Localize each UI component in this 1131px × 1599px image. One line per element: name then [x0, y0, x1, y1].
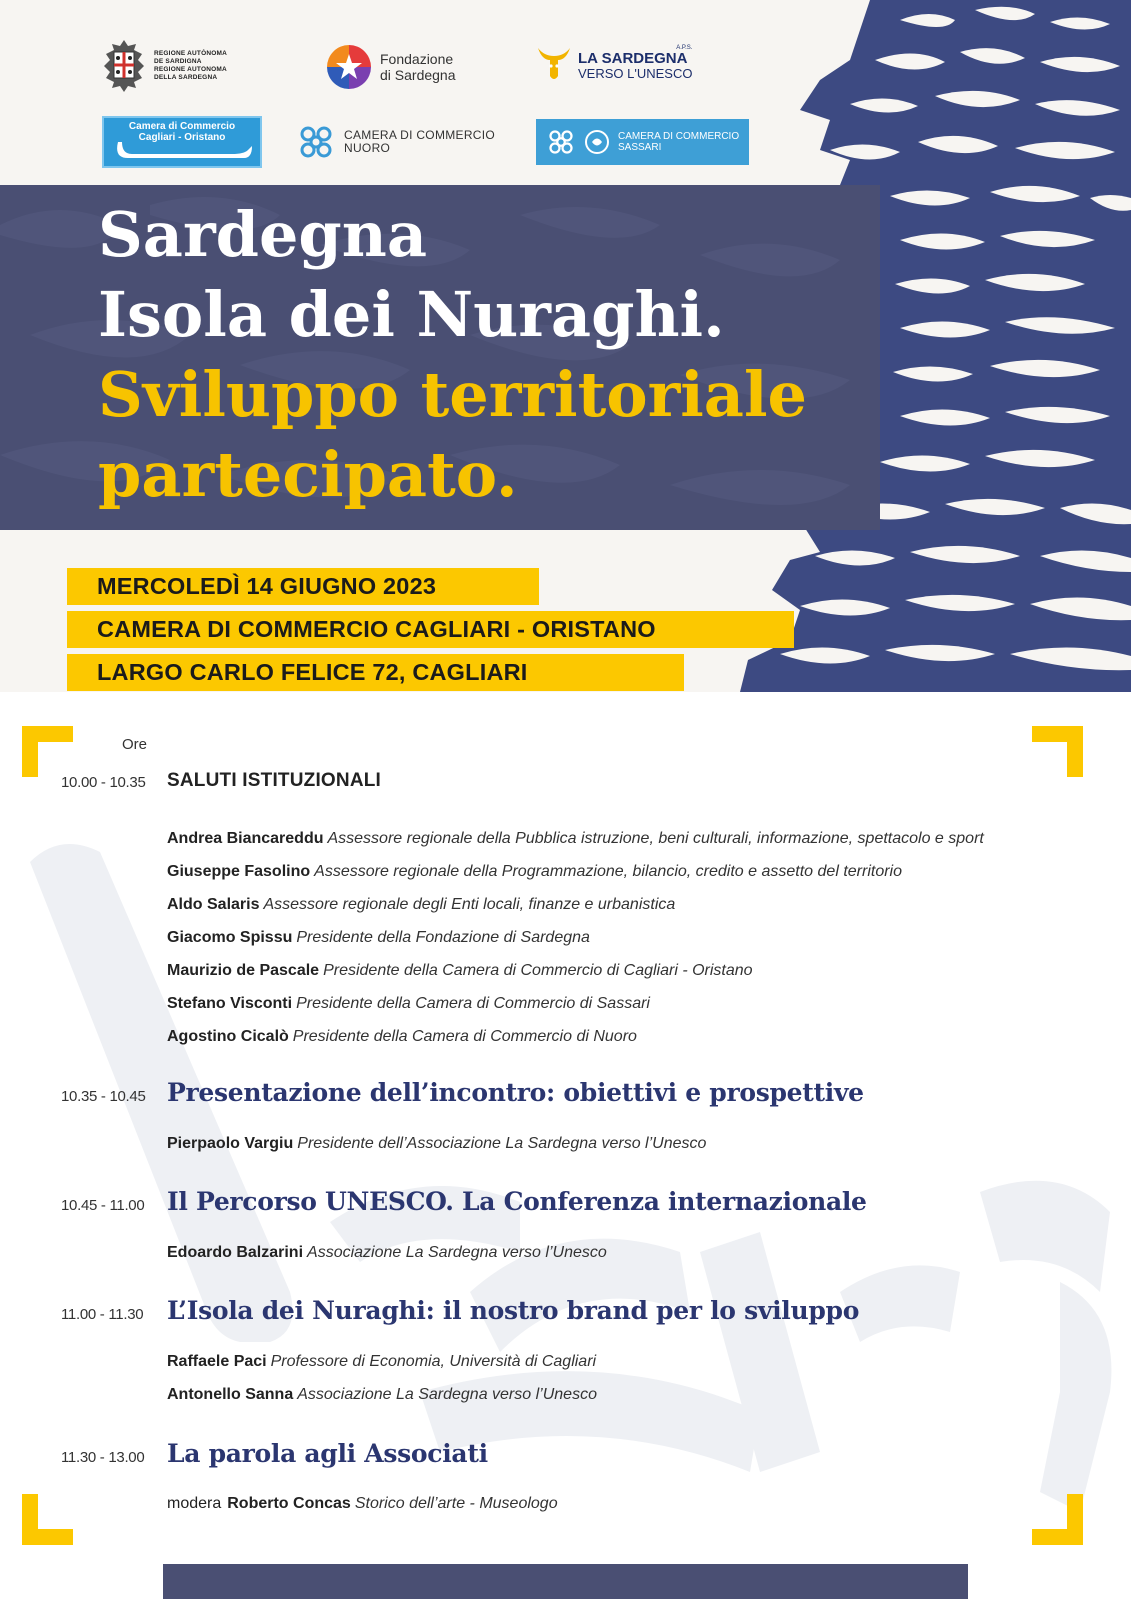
ore-label: Ore [122, 736, 148, 753]
program-section [0, 692, 1131, 1599]
session-title: L’Isola dei Nuraghi: il nostro brand per lo sviluppo [167, 1296, 860, 1325]
speaker-name: Pierpaolo Vargiu [167, 1135, 294, 1152]
session-title: La parola agli Associati [167, 1439, 488, 1468]
speaker-name: Antonello Sanna [167, 1386, 294, 1403]
speaker-role: Presidente della Camera di Commercio di Sassari [296, 995, 650, 1012]
sassari-emblem-icon [584, 129, 610, 155]
corner-bracket-bottom-right [1032, 1494, 1083, 1545]
speaker-item [167, 1353, 596, 1371]
speaker-role: Assessore regionale degli Enti locali, finanze e urbanistica [263, 896, 676, 913]
title-line-3: Sviluppo territoriale [98, 358, 807, 431]
camera-commercio-sassari-logo [536, 119, 749, 165]
unesco-logo-text: A.P.S. LA SARDEGNA VERSO L'UNESCO [578, 45, 693, 81]
session-time: 10.35 - 10.45 [61, 1088, 146, 1105]
speaker-role: Storico dell’arte - Museologo [354, 1495, 558, 1512]
regione-crest-icon [100, 38, 148, 94]
speaker-item [167, 1028, 637, 1046]
speaker-item [167, 995, 650, 1013]
speaker-role: Presidente della Fondazione di Sardegna [296, 929, 590, 946]
corner-bracket-bottom-left [22, 1494, 73, 1545]
boat-shape-icon [112, 140, 254, 162]
ccia-sassari-logo-text: CAMERA DI COMMERCIO SASSARI [618, 131, 740, 153]
speaker-role: Associazione La Sardegna verso l’Unesco [307, 1244, 607, 1261]
speaker-name: Stefano Visconti [167, 995, 293, 1012]
fondazione-sardegna-logo [326, 44, 456, 90]
speaker-role: Assessore regionale della Pubblica istruzione, beni culturali, informazione, spettacolo e sport [327, 830, 984, 847]
speaker-name: Giuseppe Fasolino [167, 863, 311, 880]
corner-bracket-top-right [1032, 726, 1083, 777]
fondazione-logo-text: Fondazione di Sardegna [380, 51, 456, 83]
title-line-2: Isola dei Nuraghi. [98, 278, 725, 351]
ccia-nuoro-logo-text: CAMERA DI COMMERCIO NUORO [344, 128, 496, 155]
ccia-cagliari-logo-text: Camera di Commercio Cagliari - Oristano [128, 121, 236, 143]
speaker-role: Presidente della Camera di Commercio di Nuoro [292, 1028, 637, 1045]
event-title [98, 195, 807, 515]
speaker-item [167, 830, 984, 848]
speaker-name: Roberto Concas [227, 1495, 351, 1512]
speaker-item [167, 1495, 558, 1513]
bull-horns-icon [536, 44, 572, 82]
speaker-item [167, 1135, 706, 1153]
speaker-name: Andrea Biancareddu [167, 830, 324, 847]
session-time: 10.00 - 10.35 [61, 774, 146, 791]
event-venue: CAMERA DI COMMERCIO CAGLIARI - ORISTANO [67, 611, 794, 648]
title-banner [0, 185, 880, 530]
speaker-name: Edoardo Balzarini [167, 1244, 304, 1261]
speaker-item [167, 1244, 607, 1262]
speaker-item [167, 962, 753, 980]
sardegna-unesco-logo [536, 44, 692, 82]
fondazione-star-icon [326, 44, 372, 90]
speaker-role: Presidente della Camera di Commercio di Cagliari - Oristano [323, 962, 753, 979]
session-title: Il Percorso UNESCO. La Conferenza internazionale [167, 1187, 867, 1216]
camera-commercio-nuoro-logo [296, 122, 495, 162]
session-time: 11.00 - 11.30 [61, 1306, 144, 1323]
moderator-prefix: modera [167, 1495, 222, 1512]
speaker-role: Professore di Economia, Università di Cagliari [270, 1353, 597, 1370]
speaker-item [167, 896, 675, 914]
speaker-name: Giacomo Spissu [167, 929, 293, 946]
event-address: LARGO CARLO FELICE 72, CAGLIARI [67, 654, 684, 691]
footer-bar [163, 1564, 968, 1599]
speaker-name: Aldo Salaris [167, 896, 260, 913]
speaker-name: Agostino Cicalò [167, 1028, 289, 1045]
regione-logo-text: REGIONE AUTÒNOMA DE SARDIGNA REGIONE AUTONOMA DELLA SARDEGNA [154, 50, 228, 81]
speaker-role: Assessore regionale della Programmazione, bilancio, credito e assetto del territorio [314, 863, 902, 880]
corner-bracket-top-left [22, 726, 73, 777]
camera-commercio-cagliari-logo [102, 116, 262, 168]
session-time: 11.30 - 13.00 [61, 1449, 145, 1466]
chamber-knot-icon [296, 122, 336, 162]
speaker-item [167, 863, 902, 881]
regione-sardegna-logo [100, 38, 227, 94]
speaker-item [167, 929, 590, 947]
title-line-4: partecipato. [98, 438, 518, 511]
session-title: SALUTI ISTITUZIONALI [167, 770, 382, 791]
speaker-name: Maurizio de Pascale [167, 962, 320, 979]
speaker-role: Presidente dell’Associazione La Sardegna verso l’Unesco [297, 1135, 707, 1152]
header-section [0, 0, 1131, 692]
chamber-knot-icon [546, 127, 576, 157]
speaker-item [167, 1386, 597, 1404]
speaker-name: Raffaele Paci [167, 1353, 267, 1370]
session-time: 10.45 - 11.00 [61, 1197, 145, 1214]
event-date: MERCOLEDÌ 14 GIUGNO 2023 [67, 568, 539, 605]
title-line-1: Sardegna [98, 198, 428, 271]
session-title: Presentazione dell’incontro: obiettivi e prospettive [167, 1078, 864, 1107]
speaker-role: Associazione La Sardegna verso l’Unesco [297, 1386, 597, 1403]
